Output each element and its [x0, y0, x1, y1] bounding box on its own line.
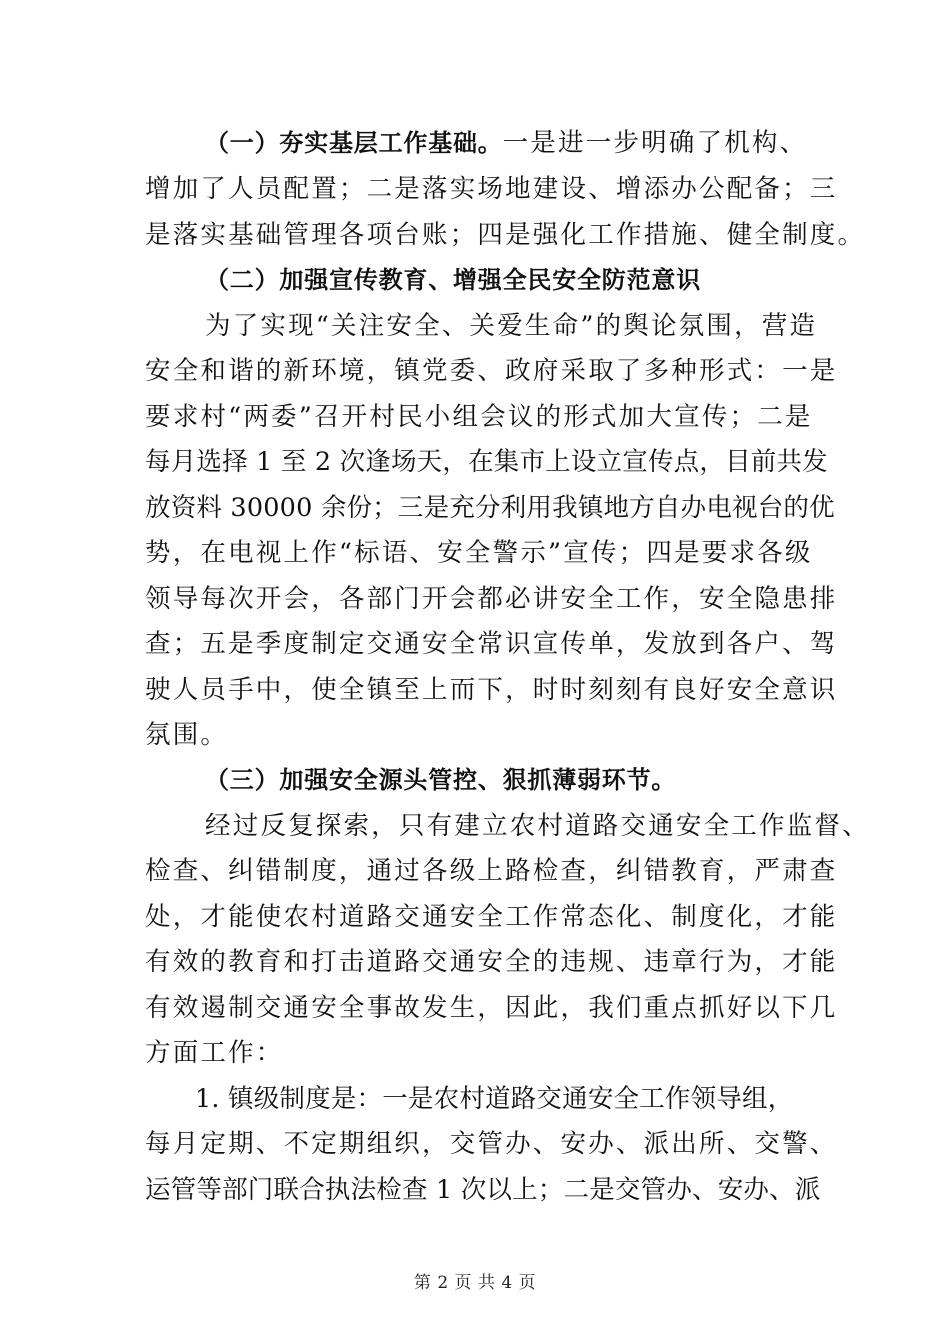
- paragraph-line: 每月选择 1 至 2 次逢场天，在集市上设立宣传点，目前共发: [145, 447, 828, 477]
- paragraph-line: 方面工作：: [145, 1038, 284, 1068]
- paragraph-line: 运管等部门联合执法检查 1 次以上；二是交管办、安办、派: [145, 1175, 821, 1205]
- paragraph-line: 为了实现“关注安全、关爱生命”的舆论氛围，营造: [205, 311, 818, 341]
- section-3-heading: （三）加强安全源头管控、狠抓薄弱环节。: [205, 766, 677, 794]
- paragraph-line: 安全和谐的新环境，镇党委、政府采取了多种形式：一是: [145, 356, 838, 386]
- page-number-footer: 第 2 页 共 4 页: [413, 1273, 537, 1293]
- paragraph-line: 每月定期、不定期组织，交管办、安办、派出所、交警、: [145, 1129, 838, 1159]
- paragraph-line: 经过反复探索，只有建立农村道路交通安全工作监督、: [205, 811, 870, 841]
- paragraph-line: 驶人员手中，使全镇至上而下，时时刻刻有良好安全意识: [145, 675, 838, 705]
- paragraph-line: 检查、纠错制度，通过各级上路检查，纠错教育，严肃查: [145, 856, 838, 886]
- section-1-heading: （一）夯实基层工作基础。: [205, 129, 503, 157]
- paragraph-line: 有效遏制交通安全事故发生，因此，我们重点抓好以下几: [145, 993, 838, 1023]
- paragraph-line: 势，在电视上作“标语、安全警示”宣传；四是要求各级: [145, 538, 813, 568]
- section-2-heading: （二）加强宣传教育、增强全民安全防范意识: [205, 266, 701, 294]
- section-1-first-line-rest: 一是进一步明确了机构、: [502, 128, 808, 158]
- paragraph-line: 是落实基础管理各项台账；四是强化工作措施、健全制度。: [145, 220, 866, 250]
- paragraph-line: 处，才能使农村道路交通安全工作常态化、制度化，才能: [145, 902, 838, 932]
- paragraph-line: 有效的教育和打击道路交通安全的违规、违章行为，才能: [145, 947, 838, 977]
- paragraph-line: 增加了人员配置；二是落实场地建设、增添办公配备；三: [145, 174, 838, 204]
- paragraph-line: 氛围。: [145, 720, 229, 750]
- paragraph-line: 1. 镇级制度是：一是农村道路交通安全工作领导组，: [195, 1084, 794, 1114]
- paragraph-line: 查；五是季度制定交通安全常识宣传单，发放到各户、驾: [145, 629, 838, 659]
- paragraph-line: 放资料 30000 余份；三是充分利用我镇地方自办电视台的优: [145, 493, 835, 523]
- paragraph-line: 领导每次开会，各部门开会都必讲安全工作，安全隐患排: [145, 584, 838, 614]
- paragraph-line: 要求村“两委”召开村民小组会议的形式加大宣传；二是: [145, 402, 813, 432]
- section-1-first-line: [205, 120, 808, 166]
